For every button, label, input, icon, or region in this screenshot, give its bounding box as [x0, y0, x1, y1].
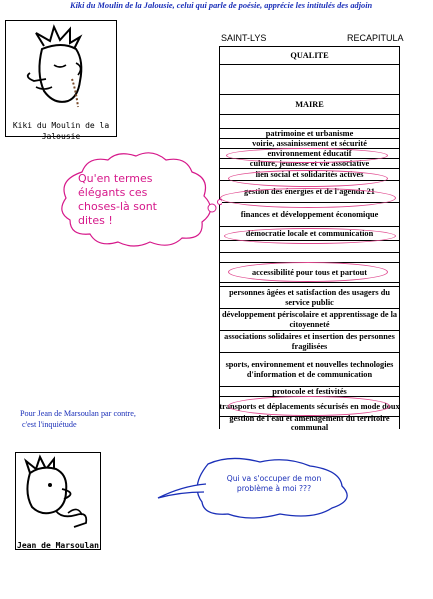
- table-row: gestion des énergies et de l'agenda 21: [219, 180, 400, 202]
- jean-portrait: [15, 452, 101, 550]
- table-row: démocratie locale et communication: [219, 226, 400, 240]
- highlight-ellipse: [224, 228, 396, 244]
- highlight-ellipse: [228, 170, 388, 187]
- table-row: personnes âgées et satisfaction des usagers du service public: [219, 286, 400, 308]
- table-row: développement périscolaire et apprentissage de la citoyenneté: [219, 308, 400, 330]
- table-row: associations solidaires et insertion des personnes fragilisées: [219, 330, 400, 352]
- note-line-1: Pour Jean de Marsoulan par contre,: [20, 409, 136, 418]
- blank-row: [219, 64, 400, 94]
- table-row: environnement éducatif: [219, 148, 400, 158]
- page-title: Kiki du Moulin de la Jalousie, celui qui parle de poésie, apprécie les intitulés des adjoin: [70, 1, 373, 10]
- table-row: voirie, assainissement et sécurité: [219, 138, 400, 148]
- table-row: protocole et festivités: [219, 386, 400, 396]
- table-row: accessibilité pour tous et partout: [219, 262, 400, 282]
- kiki-caption-line1: Kiki du Moulin de la: [12, 121, 110, 130]
- table-row: gestion de l'eau et aménagement du territoire communal: [219, 416, 400, 429]
- note-line-2: c'est l'inquiétude: [20, 420, 77, 429]
- table-header-left: SAINT-LYS: [221, 33, 267, 43]
- cloud-line-1: Qu'en termes: [78, 172, 153, 185]
- bubble-line-1: Qui va s'occuper de mon: [226, 474, 322, 483]
- blank-row: [219, 252, 400, 262]
- jean-drawing: [16, 453, 100, 533]
- maire-header: MAIRE: [219, 94, 400, 114]
- highlight-ellipse: [220, 188, 396, 208]
- table-row: lien social et solidarités actives: [219, 168, 400, 180]
- bubble-line-2: problème à moi ???: [236, 484, 312, 493]
- table-row: sports, environnement et nouvelles technologies d'information et de communication: [219, 352, 400, 386]
- table-row: transports et déplacements sécurisés en mode doux: [219, 396, 400, 416]
- kiki-drawing: [6, 21, 116, 113]
- table-row: patrimoine et urbanisme: [219, 128, 400, 138]
- speech-bubble: [110, 456, 360, 522]
- blank-row: [219, 114, 400, 128]
- cloud-line-2: élégants ces: [78, 186, 148, 199]
- cloud-line-3: choses-là sont: [78, 200, 157, 213]
- table-header-right: RECAPITULA: [347, 33, 404, 43]
- qualite-header: QUALITE: [219, 46, 400, 64]
- kiki-caption-line2: Jalousie: [41, 132, 81, 141]
- jean-caption: Jean de Marsoulan: [17, 541, 99, 550]
- highlight-ellipse: [228, 262, 388, 282]
- cloud-line-4: dites !: [78, 214, 113, 227]
- table-row: finances et développement économique: [219, 202, 400, 226]
- highlight-ellipse: [228, 396, 390, 416]
- table-row: culture, jeunesse et vie associative: [219, 158, 400, 168]
- thought-cloud: [54, 150, 222, 250]
- highlight-ellipse: [226, 148, 388, 163]
- kiki-portrait: [5, 20, 117, 141]
